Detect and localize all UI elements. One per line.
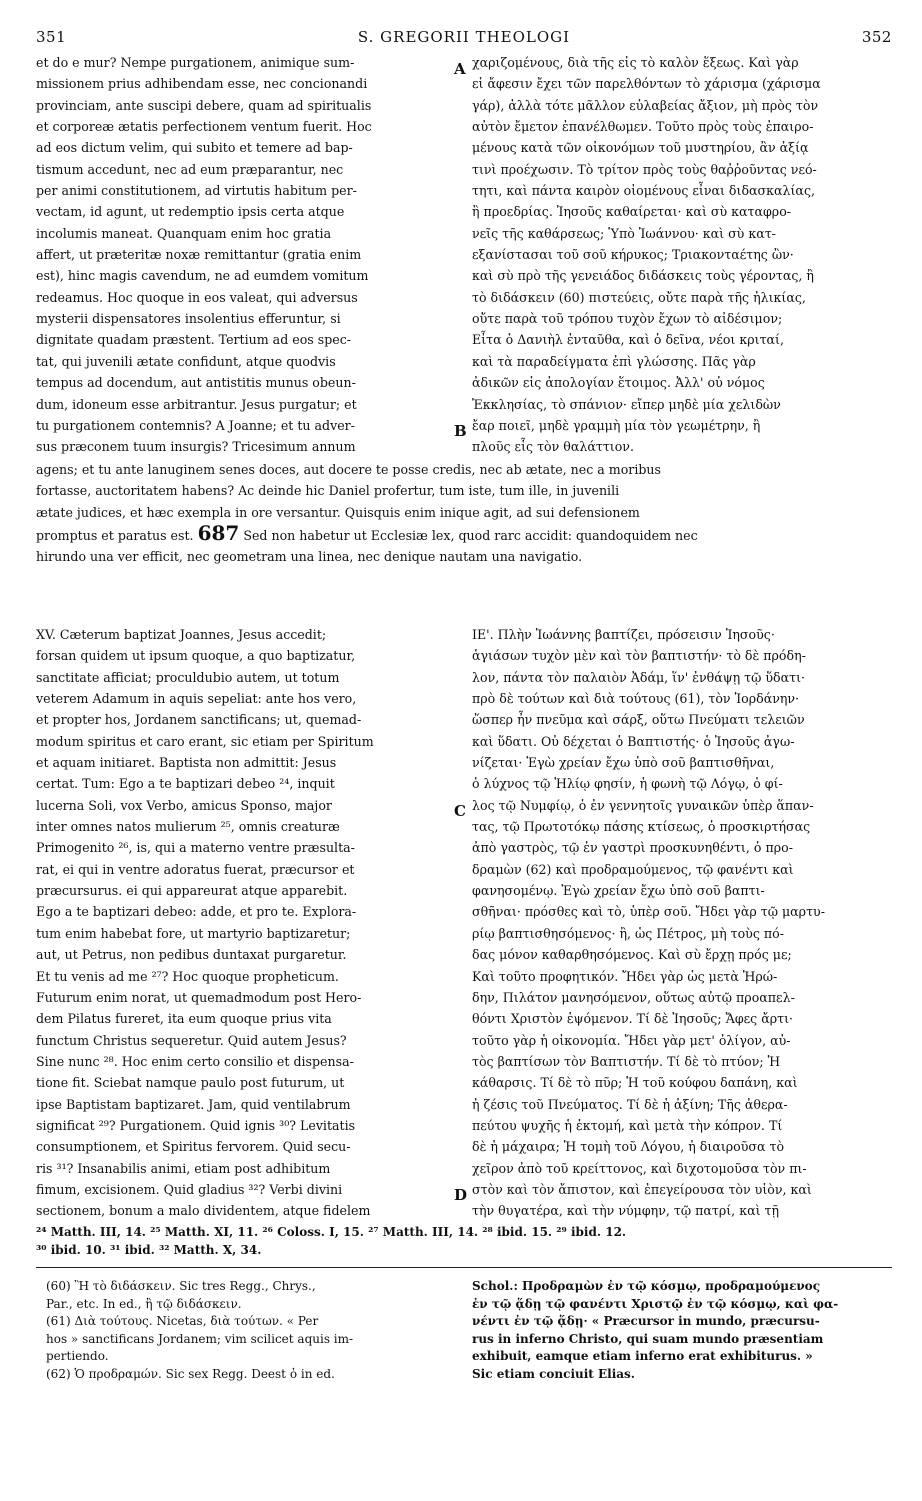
latin-full-line: agens; et tu ante lanuginem senes doces, aut docere te posse credis, nec ab ætate, nec a moribus	[36, 462, 661, 477]
latin-line: significat ²⁹? Purgationem. Quid ignis ³⁰? Levitatis	[36, 1117, 356, 1133]
latin-line: et do e mur? Nempe purgationem, animique sum-	[36, 55, 355, 70]
latin-line: Futurum enim norat, ut quemadmodum post Hero-	[36, 989, 362, 1005]
greek-line: εἰ ἄφεσιν ἔχει τῶν παρελθόντων τὸ χάρισμα (χάρισμα	[472, 76, 821, 92]
note-line: pertiendo.	[46, 1349, 109, 1363]
greek-line: τινὶ προέχωσιν. Τὸ τρίτον πρὸς τοὺς θαῤῥοῦντας νεό-	[472, 161, 817, 177]
latin-line: consumptionem, et Spiritus fervorem. Quid secu-	[36, 1139, 351, 1155]
latin-line: Et tu venis ad me ²⁷? Hoc quoque propheticum.	[36, 968, 339, 984]
editorial-notes-left	[46, 1278, 450, 1383]
greek-line: τὸς βαπτίσων τὸν Βαπτιστήν. Τί δὲ τὸ πτύον; Ἡ	[472, 1053, 781, 1069]
greek-line: καὶ σὺ πρὸ τῆς γενειάδος διδάσκεις τοὺς γέροντας, ἢ	[472, 268, 814, 284]
latin-line: dum, idoneum esse arbitrantur. Jesus purgatur; et	[36, 396, 357, 412]
greek-line: ΙΕ'. Πλὴν Ἰωάννης βαπτίζει, πρόσεισιν Ἰησοῦς·	[472, 627, 775, 642]
latin-line: fimum, excisionem. Quid gladius ³²? Verbi divini	[36, 1181, 343, 1197]
running-header	[36, 28, 892, 52]
greek-line: ρίῳ βαπτισθησόμενος· ἢ, ὡς Πέτρος, μὴ τοὺς πό-	[472, 925, 784, 941]
greek-line: ἔαρ ποιεῖ, μηδὲ γραμμὴ μία τὸν γεωμέτρην, ἢ	[472, 417, 761, 433]
greek-line: καὶ τὰ παραδείγματα ἐπὶ γλώσσης. Πᾶς γὰρ	[472, 353, 756, 369]
latin-line: provinciam, ante suscipi debere, quam ad spiritualis	[36, 97, 372, 113]
greek-line: οὔτε παρὰ τοῦ τρόπου τυχὸν ἔχων τὸ αἰδέσιμον;	[472, 311, 783, 327]
latin-line: tismum accedunt, nec ad eum præparantur, nec	[36, 161, 344, 177]
greek-line: τὸ διδάσκειν (60) πιστεύεις, οὔτε παρὰ τῆς ἡλικίας,	[472, 289, 806, 305]
greek-line: ὥσπερ ἦν πνεῦμα καὶ σάρξ, οὕτω Πνεύματι τελειῶν	[472, 712, 805, 728]
latin-full-line: fortasse, auctoritatem habens? Ac deinde hic Daniel profertur, tum iste, tum ille, in juvenili	[36, 483, 620, 499]
latin-line: tempus ad docendum, aut antistitis munus obeun-	[36, 375, 356, 391]
note-line: hos » sanctificans Jordanem; vim scilicet aquis im-	[46, 1331, 354, 1346]
latin-line: mysterii dispensatores insolentius efferuntur, si	[36, 311, 341, 327]
greek-line: ὁ λύχνος τῷ Ἡλίῳ φησίν, ἡ φωνὴ τῷ Λόγῳ, ὁ φί-	[472, 776, 783, 792]
page-title: S. GREGORII THEOLOGI	[357, 28, 571, 46]
latin-line: dignitate quadam præstent. Tertium ad eos spec-	[36, 332, 352, 348]
note-line: (62) Ὁ προδραμών. Sic sex Regg. Deest ὁ in ed.	[46, 1366, 335, 1381]
greek-line: πεύτου ψυχῆς ἡ ἐκτομή, καὶ μετὰ τὴν κόπρον. Τί	[472, 1117, 783, 1133]
latin-line: tat, qui juvenili ætate confidunt, atque quodvis	[36, 353, 336, 369]
greek-line: Καὶ τοῦτο προφητικόν. Ἤδει γὰρ ὡς μετὰ Ἡρώ-	[472, 968, 778, 984]
latin-line: functum Christus sequeretur. Quid autem Jesus?	[36, 1032, 347, 1048]
greek-line: ἀδικῶν εἰς ἀπολογίαν ἕτοιμος. Ἀλλ' οὐ νόμος	[472, 375, 765, 391]
latin-line: tione fit. Sciebat namque paulo post futurum, ut	[36, 1075, 345, 1091]
greek-line: χεῖρον ἀπὸ τοῦ κρείττονος, καὶ διχοτομοῦσα τὸν πι-	[472, 1160, 807, 1176]
greek-line: δας μόνον καθαρθησόμενος. Καὶ σὺ ἔρχῃ πρός με;	[472, 947, 792, 963]
latin-full-fragment: Sed non habetur ut Ecclesiæ lex, quod rarc accidit: quandoquidem nec	[243, 528, 698, 544]
greek-line: μένους κατὰ τῶν οἰκονόμων τοῦ μυστηρίου, ἂν ἀξίᾳ	[472, 140, 809, 156]
note-line: Schol.: Προδραμὼν ἐν τῷ κόσμῳ, προδραμούμενος	[472, 1279, 820, 1293]
note-line: (60) Ἢ τὸ διδάσκειν. Sic tres Regg., Chrys.,	[46, 1279, 316, 1293]
greek-line: αὐτὸν ἔμετον ἐπανέλθωμεν. Τοῦτο πρὸς τοὺς ἐπαιρο-	[472, 119, 814, 135]
margin-letter-b: B	[454, 422, 467, 440]
greek-line: χαριζομένους, διὰ τῆς εἰς τὸ καλὸν ἕξεως. Καὶ γὰρ	[472, 55, 799, 70]
greek-line: νίζεται· Ἐγὼ χρείαν ἔχω ὑπὸ σοῦ βαπτισθῆναι,	[472, 755, 775, 771]
greek-line: λον, πάντα τὸν παλαιὸν Ἀδάμ, ἵν' ἐνθάψῃ τῷ ὕδατι·	[472, 669, 806, 685]
greek-line: πλοῦς εἷς τὸν θαλάττιον.	[472, 439, 634, 455]
latin-line: tum enim habebat fore, ut martyrio baptizaretur;	[36, 925, 351, 941]
scripture-ref-line: ³⁰ ibid. 10. ³¹ ibid. ³² Matth. X, 34.	[36, 1243, 262, 1257]
greek-line: κάθαρσις. Τί δὲ τὸ πῦρ; Ἡ τοῦ κούφου δαπάνη, καὶ	[472, 1075, 798, 1091]
margin-letter-a: A	[454, 60, 466, 78]
latin-full-line	[36, 523, 892, 546]
latin-line: per animi constitutionem, ad virtutis habitum per-	[36, 183, 357, 199]
scripture-references	[36, 1223, 892, 1259]
latin-line: et propter hos, Jordanem sanctificans; ut, quemad-	[36, 712, 362, 728]
latin-line: ris ³¹? Insanabilis animi, etiam post adhibitum	[36, 1160, 331, 1176]
latin-line: veterem Adamum in aquis sepeliat: ante hos vero,	[36, 691, 357, 707]
note-line: exhibuit, eamque etiam inferno erat exhibiturus. »	[472, 1349, 813, 1363]
margin-letter-c: C	[454, 802, 466, 820]
greek-line: καὶ ὕδατι. Οὐ δέχεται ὁ Βαπτιστής· ὁ Ἰησοῦς ἀγω-	[472, 733, 795, 749]
latin-line: Primogenito ²⁶, is, qui a materno ventre præsulta-	[36, 840, 355, 856]
latin-full-width	[36, 459, 892, 568]
latin-line: aut, ut Petrus, non pedibus duntaxat purgaretur.	[36, 947, 347, 963]
greek-line: δὲ ἡ μάχαιρα; Ἡ τομὴ τοῦ Λόγου, ἡ διαιροῦσα τὸ	[472, 1139, 785, 1155]
greek-line: πρὸ δὲ τούτων καὶ διὰ τούτους (61), τὸν Ἰορδάνην·	[472, 691, 800, 707]
latin-line: lucerna Soli, vox Verbo, amicus Sponso, major	[36, 797, 332, 813]
greek-line: εξανίστασαι τοῦ σοῦ κήρυκος; Τριακονταέτης ὢν·	[472, 247, 794, 263]
latin-line: ad eos dictum velim, qui subito et temere ad bap-	[36, 140, 353, 156]
latin-line: et aquam initiaret. Baptista non admittit: Jesus	[36, 755, 337, 771]
latin-line: inter omnes natos mulierum ²⁵, omnis creaturæ	[36, 819, 340, 835]
latin-line: sanctitate afficiat; proculdubio autem, ut totum	[36, 669, 340, 685]
greek-column-bottom	[472, 624, 892, 1222]
right-page-number: 352	[861, 28, 892, 46]
latin-line: incolumis maneat. Quanquam enim hoc gratia	[36, 225, 332, 241]
latin-full-fragment: promptus et paratus est.	[36, 528, 194, 544]
greek-line: στὸν καὶ τὸν ἄπιστον, καὶ ἐπεγείρουσα τὸν υἱὸν, καὶ	[472, 1181, 812, 1197]
latin-column-top	[36, 52, 450, 458]
notes-divider	[36, 1267, 892, 1268]
greek-line: τοῦτο γὰρ ἡ οἰκονομία. Ἤδει γὰρ μετ' ὀλίγον, αὐ-	[472, 1032, 791, 1048]
greek-line: δην, Πιλάτον μανησόμενον, οὕτως αὐτῷ προαπελ-	[472, 989, 795, 1005]
column-number: 687	[197, 521, 240, 546]
latin-line: et corporeæ ætatis perfectionem ventum fuerit. Hoc	[36, 119, 372, 135]
greek-line: γάρ), ἀλλὰ τότε μᾶλλον εὐλαβείας ἄξιον, μὴ πρὸς τὸν	[472, 97, 819, 113]
latin-line: forsan quidem ut ipsum quoque, a quo baptizatur,	[36, 648, 356, 664]
latin-line: Ego a te baptizari debeo: adde, et pro te. Explora-	[36, 904, 357, 920]
greek-line: λος τῷ Νυμφίῳ, ὁ ἐν γεννητοῖς γυναικῶν ὑπὲρ ἅπαν-	[472, 797, 814, 813]
greek-line: ἁγιάσων τυχὸν μὲν καὶ τὸν βαπτιστήν· τὸ δὲ πρόδη-	[472, 648, 806, 664]
greek-line: θόντι Χριστὸν ἑψόμενον. Τί δὲ Ἰησοῦς; Ἄφες ἄρτι·	[472, 1011, 794, 1027]
left-page-number: 351	[36, 28, 67, 46]
latin-line: certat. Tum: Ego a te baptizari debeo ²⁴, inquit	[36, 776, 335, 792]
greek-line: δραμὼν (62) καὶ προδραμούμενος, τῷ φανέντι καὶ	[472, 861, 794, 877]
latin-line: tu purgationem contemnis? A Joanne; et tu adver-	[36, 417, 355, 433]
latin-line: redeamus. Hoc quoque in eos valeat, qui adversus	[36, 289, 358, 305]
latin-line: sectionem, bonum a malo dividentem, atque fidelem	[36, 1203, 371, 1219]
greek-line: σθῆναι· πρόσθες καὶ τὸ, ὑπὲρ σοῦ. Ἤδει γὰρ τῷ μαρτυ-	[472, 904, 825, 920]
latin-line: sus præconem tuum insurgis? Tricesimum annum	[36, 439, 356, 455]
note-line: Par., etc. In ed., ἢ τῷ διδάσκειν.	[46, 1296, 242, 1311]
latin-line: præcursurus. ei qui appareurat atque apparebit.	[36, 883, 348, 899]
greek-line: ἀπὸ γαστρὸς, τῷ ἐν γαστρὶ προσκυνηθέντι, ὁ προ-	[472, 840, 793, 856]
scripture-ref-line: ²⁴ Matth. III, 14. ²⁵ Matth. XI, 11. ²⁶ Coloss. I, 15. ²⁷ Matth. III, 14. ²⁸ ibid. 15. ²⁹ ibid. 12.	[36, 1225, 627, 1239]
greek-line: ἡ ζέσις τοῦ Πνεύματος. Τί δὲ ἡ ἀξίνη; Τῆς ἀθερα-	[472, 1096, 788, 1112]
greek-line: νεῖς τῆς καθάρσεως; Ὑπὸ Ἰωάννου· καὶ σὺ κατ-	[472, 225, 776, 241]
note-line: (61) Διὰ τούτους. Nicetas, διὰ τούτων. « Per	[46, 1314, 319, 1328]
latin-line: dem Pilatus fureret, ita eum quoque prius vita	[36, 1011, 332, 1027]
latin-line: missionem prius adhibendam esse, nec concionandi	[36, 76, 368, 92]
greek-line: Ἐκκλησίας, τὸ σπάνιον· εἴπερ μηδὲ μία χελιδὼν	[472, 396, 781, 412]
greek-line: τας, τῷ Πρωτοτόκῳ πάσης κτίσεως, ὁ προσκιρτήσας	[472, 819, 811, 835]
greek-line: τὴν θυγατέρα, καὶ τὴν νύμφην, τῷ πατρί, καὶ τῇ	[472, 1203, 780, 1219]
note-line: rus in inferno Christo, qui suam mundo præsentiam	[472, 1331, 824, 1346]
latin-full-line: ætate judices, et hæc exempla in ore versantur. Quisquis enim inique agit, ad sui defensionem	[36, 504, 640, 520]
latin-line: affert, ut præteritæ noxæ remittantur (gratia enim	[36, 247, 362, 263]
greek-column-top	[472, 52, 892, 458]
latin-column-bottom	[36, 624, 450, 1222]
note-line: νέντι ἐν τῷ ᾅδῃ· « Præcursor in mundo, præcursu-	[472, 1314, 820, 1328]
greek-line: τητι, καὶ πάντα καιρὸν οἰομένους εἶναι διδασκαλίας,	[472, 183, 815, 199]
latin-full-line: hirundo una ver efficit, nec geometram una linea, nec denique nautam una navigatio.	[36, 549, 583, 565]
latin-line: vectam, id agunt, ut redemptio ipsis certa atque	[36, 204, 345, 220]
margin-letter-d: D	[454, 1186, 468, 1204]
note-line: Sic etiam conciuit Elias.	[472, 1366, 635, 1381]
latin-line: rat, ei qui in ventre adoratus fuerat, præcursor et	[36, 861, 355, 877]
latin-line: est), hinc magis cavendum, ne ad eumdem vomitum	[36, 268, 369, 284]
editorial-notes-right	[472, 1278, 892, 1383]
greek-line: ἢ προεδρίας. Ἰησοῦς καθαίρεται· καὶ σὺ καταφρο-	[472, 204, 792, 220]
latin-line: Sine nunc ²⁸. Hoc enim certo consilio et dispensa-	[36, 1053, 354, 1069]
latin-line: modum spiritus et caro erant, sic etiam per Spiritum	[36, 733, 374, 749]
greek-line: φανησομένῳ. Ἐγὼ χρείαν ἔχω ὑπὸ σοῦ βαπτι-	[472, 883, 765, 899]
latin-line: XV. Cæterum baptizat Joannes, Jesus accedit;	[36, 627, 327, 642]
greek-line: Εἶτα ὁ Δανιὴλ ἐνταῦθα, καὶ ὁ δεῖνα, νέοι κριταί,	[472, 332, 784, 348]
note-line: ἐν τῷ ᾅδῃ τῷ φανέντι Χριστῷ ἐν τῷ κόσμῳ, καὶ φα-	[472, 1296, 839, 1311]
latin-line: ipse Baptistam baptizaret. Jam, quid ventilabrum	[36, 1096, 351, 1112]
